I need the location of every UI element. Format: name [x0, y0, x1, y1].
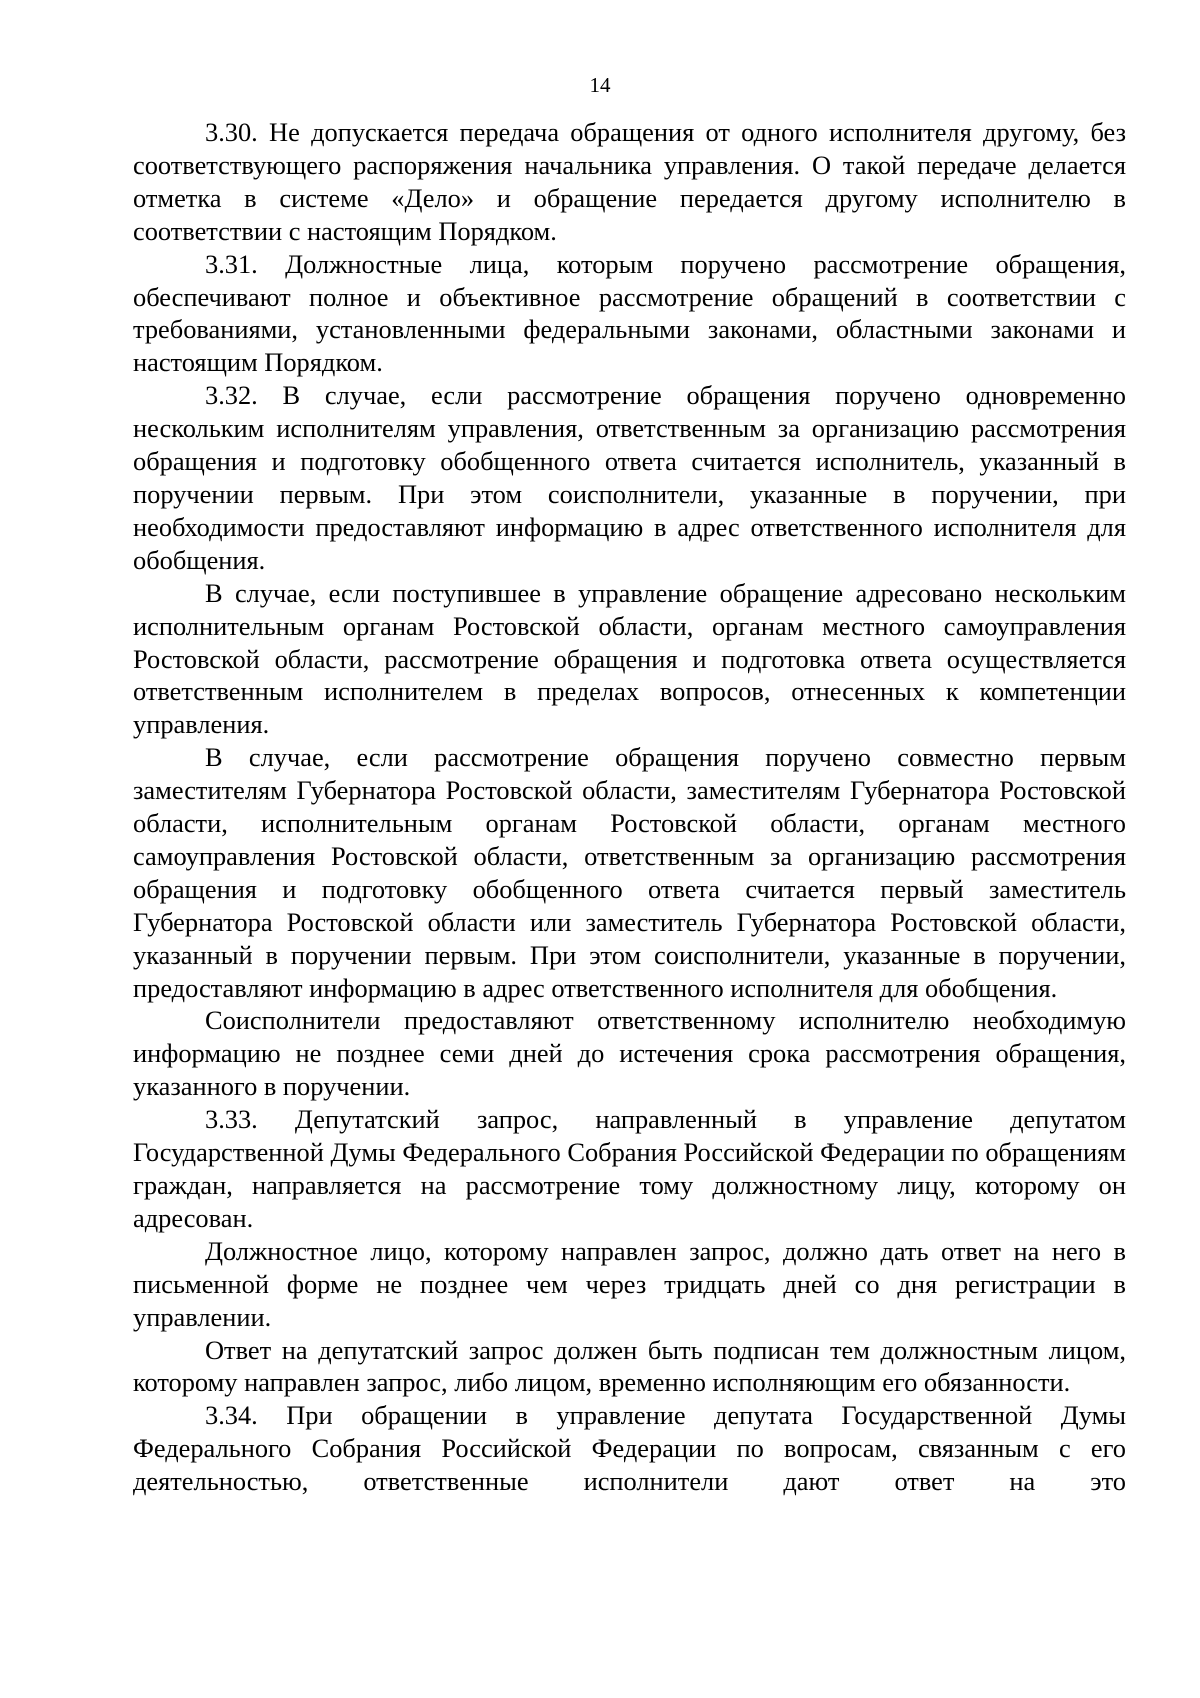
paragraph-3-34: 3.34. При обращении в управление депутата Государственной Думы Федерального Собрания Российской Федерации по вопросам, связанным с его деятельностью, ответственные исполнители дают ответ на это: [133, 1400, 1126, 1497]
paragraph-several-bodies: В случае, если поступившее в управление обращение адресовано нескольким исполнительным органам Ростовской области, органам местного самоуправления Ростовской области, рассмотрение обращения и подготовка ответа осуществляется ответственным исполнителем в пределах вопросов, отнесенных к компетенции управления.: [133, 577, 1126, 740]
paragraph-co-executors: Соисполнители предоставляют ответственному исполнителю необходимую информацию не позднее семи дней до истечения срока рассмотрения обращения, указанного в поручении.: [133, 1005, 1126, 1102]
paragraph-response-deadline: Должностное лицо, которому направлен запрос, должно дать ответ на него в письменной форме не позднее чем через тридцать дней со дня регистрации в управлении.: [133, 1235, 1126, 1332]
paragraph-response-signature: Ответ на депутатский запрос должен быть подписан тем должностным лицом, которому направлен запрос, либо лицом, временно исполняющим его обязанности.: [133, 1334, 1126, 1398]
paragraph-3-33: 3.33. Депутатский запрос, направленный в управление депутатом Государственной Думы Федерального Собрания Российской Федерации по обращениям граждан, направляется на рассмотрение тому должностному лицу, которому он адресован.: [133, 1104, 1126, 1233]
page-number: 14: [589, 73, 611, 97]
paragraph-deputy-governors: В случае, если рассмотрение обращения поручено совместно первым заместителям Губернатора Ростовской области, заместителям Губернатора Ростовской области, исполнительным органам Ростовской области, органам местного самоуправления Ростовской области, ответственным за организацию рассмотрения обращения и подготовку обобщенного ответа считается первый заместитель Губернатора Ростовской области или заместитель Губернатора Ростовской области, указанный в поручении первым. При этом соисполнители, указанные в поручении, предоставляют информацию в адрес ответственного исполнителя для обобщения.: [133, 742, 1126, 1003]
paragraph-3-32: 3.32. В случае, если рассмотрение обращения поручено одновременно нескольким исполнителям управления, ответственным за организацию рассмотрения обращения и подготовку обобщенного ответа считается исполнитель, указанный в поручении первым. При этом соисполнители, указанные в поручении, при необходимости предоставляют информацию в адрес ответственного исполнителя для обобщения.: [133, 380, 1126, 575]
paragraph-3-31: 3.31. Должностные лица, которым поручено рассмотрение обращения, обеспечивают полное и объективное рассмотрение обращений в соответствии с требованиями, установленными федеральными законами, областными законами и настоящим Порядком.: [133, 248, 1126, 378]
document-body: [133, 116, 1126, 1498]
paragraph-3-30: 3.30. Не допускается передача обращения от одного исполнителя другому, без соответствующего распоряжения начальника управления. О такой передаче делается отметка в системе «Дело» и обращение передается другому исполнителю в соответствии с настоящим Порядком.: [133, 117, 1126, 246]
